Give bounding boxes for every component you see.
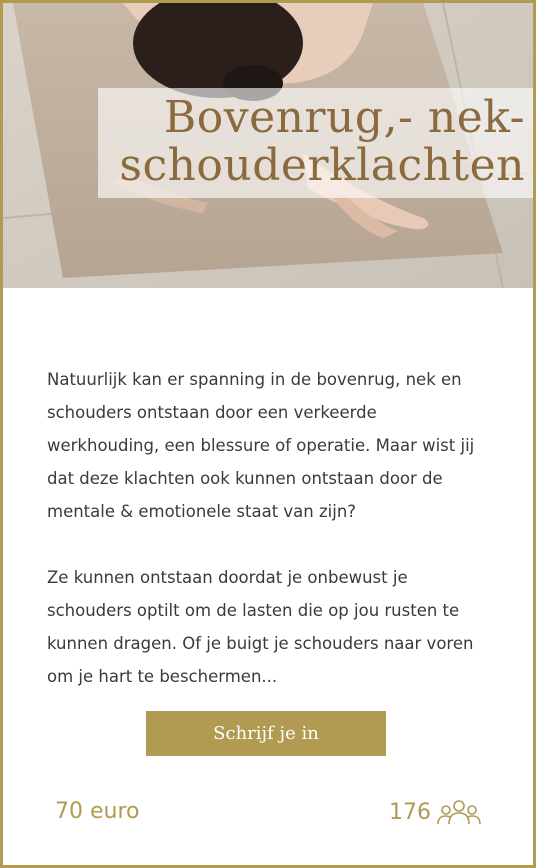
group-people-icon <box>437 799 481 825</box>
signup-button[interactable]: Schrijf je in <box>146 711 386 756</box>
course-description <box>47 363 487 726</box>
participants-number: 176 <box>389 799 431 825</box>
description-paragraph-1: Natuurlijk kan er spanning in de bovenrug, nek en schouders ontstaan door een verkeerde werkhouding, een blessure of operatie. Maar wist jij dat deze klachten ook kunnen ontstaan door de mentale & emotionele staat van zijn? <box>47 370 475 521</box>
participants-count <box>389 799 481 825</box>
course-title: Bovenrug,- nek- schouderklachten <box>119 92 525 191</box>
description-paragraph-2: Ze kunnen ontstaan doordat je onbewust je schouders optilt om de lasten die op jou rusten te kunnen dragen. Of je buigt je schouders naar voren om je hart te beschermen... <box>47 568 474 686</box>
hero-image <box>3 3 533 288</box>
price-label: 70 euro <box>55 799 140 824</box>
title-overlay <box>98 88 533 198</box>
